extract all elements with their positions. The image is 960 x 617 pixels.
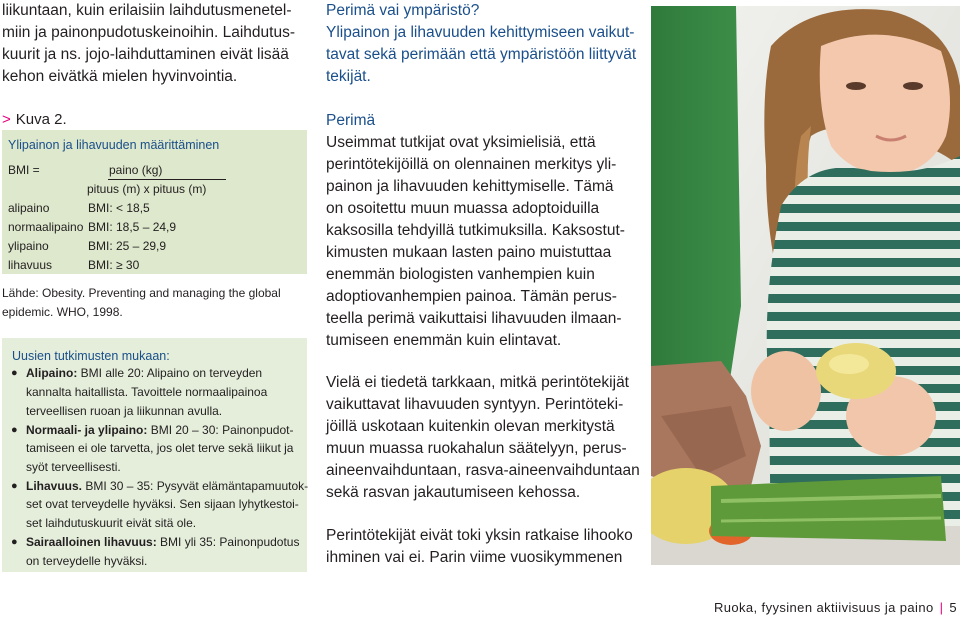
fraction-line	[108, 179, 226, 180]
text-line: on osoitettu muun muassa adoptoiduilla	[326, 200, 600, 217]
bmi-category-row	[8, 239, 166, 253]
bullet-term: Lihavuus.	[26, 479, 83, 493]
bmi-category-row	[8, 258, 139, 272]
bullet-dot: ●	[11, 480, 18, 492]
bullet-line: set laihdutuskuurit eivät sitä ole.	[26, 516, 197, 530]
bmi-box-title: Ylipainon ja lihavuuden määrittäminen	[8, 138, 220, 152]
text-line: Ylipainon ja lihavuuden kehittymiseen vaikut-	[326, 24, 635, 41]
bullet-text: BMI alle 20: Alipaino on terveyden	[77, 366, 263, 380]
text-line: adoptiovanhempien painoa. Tämän perus-	[326, 288, 617, 305]
bullet-dot: ●	[11, 536, 18, 548]
bmi-formula-numerator: paino (kg)	[109, 163, 163, 177]
bmi-category-row	[8, 201, 150, 215]
bmi-formula-label: BMI =	[8, 163, 40, 177]
text-line: muun muassa ruokahalun säätelyyn, perus-	[326, 440, 627, 457]
bullet-line: tamiseen ei ole tarvetta, jos olet terve sekä liikut ja	[26, 441, 294, 455]
bullet-term: Sairaalloinen lihavuus:	[26, 535, 157, 549]
bmi-formula-denominator: pituus (m) x pituus (m)	[87, 182, 207, 196]
paragraph	[326, 525, 633, 569]
text-line: tumiseen enemmän kuin elintavat.	[326, 332, 562, 349]
figure-label	[2, 110, 67, 130]
bullet-term: Alipaino:	[26, 366, 78, 380]
bmi-range: BMI: ≥ 30	[88, 258, 140, 272]
bullet-line	[26, 535, 299, 549]
text-line: painon ja lihavuuden kehittymiselle. Tämä	[326, 178, 614, 195]
bmi-category: normaalipaino	[8, 220, 84, 234]
text-line: vaikuttavat lihavuuden syntyyn. Perintöteki-	[326, 396, 624, 413]
photo-girl-with-vegetables	[651, 6, 960, 565]
text-line: Lähde: Obesity. Preventing and managing the global	[2, 286, 281, 300]
bullet-term: Normaali- ja ylipaino:	[26, 423, 148, 437]
text-line: Useimmat tutkijat ovat yksimielisiä, että	[326, 134, 596, 151]
bullet-line	[26, 479, 308, 493]
text-line: kuurit ja ns. jojo-laihduttaminen eivät lisää	[2, 46, 289, 63]
figure-marker: >	[2, 111, 11, 128]
bullet-line: syöt terveellisesti.	[26, 460, 121, 474]
footer-section-title: Ruoka, fyysinen aktiivisuus ja paino	[713, 600, 934, 615]
paragraph	[326, 132, 625, 352]
bullet-line: terveellisen ruoan ja liikunnan avulla.	[26, 404, 223, 418]
page-number: 5	[949, 600, 957, 615]
text-line: jöillä uskotaan kuitenkin olevan merkitystä	[326, 418, 615, 435]
text-line: Perintötekijät eivät toki yksin ratkaise lihooko	[326, 527, 633, 544]
text-line: kaksosilla tehdyillä tutkimuksilla. Kaksostut-	[326, 222, 625, 239]
text-line: enemmän biologisten vanhempien kuin	[326, 266, 595, 283]
bullet-line: set ovat terveydelle hyväksi. Sen sijaan lyhytkestoi-	[26, 497, 299, 511]
photo-illustration	[651, 6, 960, 565]
text-line: tavat sekä perimään että ympäristöön liittyvät	[326, 46, 637, 63]
bmi-category-row	[8, 220, 176, 234]
bullet-line	[26, 366, 262, 380]
text-line: epidemic. WHO, 1998.	[2, 305, 123, 319]
bmi-category: alipaino	[8, 201, 50, 215]
text-line: Vielä ei tiedetä tarkkaan, mitkä perintötekijät	[326, 374, 629, 391]
research-box-title: Uusien tutkimusten mukaan:	[12, 349, 170, 363]
text-line: kehon eivätkä mielen hyvinvointia.	[2, 68, 238, 85]
question-section	[326, 0, 636, 88]
text-line: miin ja painonpudotuskeinoihin. Laihdutus-	[2, 24, 295, 41]
question-heading: Perimä vai ympäristö?	[326, 2, 480, 19]
bmi-range: BMI: < 18,5	[88, 201, 150, 215]
bullet-text: BMI yli 35: Painonpudotus	[156, 535, 300, 549]
text-line: liikuntaan, kuin erilaisiin laihdutusmenetel-	[2, 2, 292, 19]
text-line: teella perimä vaikuttaisi lihavuuden ilmaan-	[326, 310, 622, 327]
footer-separator: |	[939, 600, 944, 615]
bullet-text: BMI 20 – 30: Painonpudot-	[147, 423, 294, 437]
text-line: sekä rasvan jakautumiseen kehossa.	[326, 484, 581, 501]
bmi-category: ylipaino	[8, 239, 49, 253]
intro-paragraph	[2, 0, 302, 88]
figure-label-text: Kuva 2.	[15, 111, 67, 128]
bullet-line	[26, 423, 293, 437]
bullet-line: kannalta haitallista. Tavoittele normaalipainoa	[26, 385, 268, 399]
bullet-dot: ●	[11, 367, 18, 379]
bullet-dot: ●	[11, 424, 18, 436]
page-footer	[714, 600, 957, 616]
text-line: perintötekijöillä on olennainen merkitys yli-	[326, 156, 617, 173]
source-citation	[2, 284, 302, 322]
bmi-range: BMI: 18,5 – 24,9	[88, 220, 177, 234]
paragraph	[326, 372, 640, 504]
text-line: tekijät.	[326, 68, 371, 85]
section-heading: Perimä	[326, 112, 376, 129]
bmi-range: BMI: 25 – 29,9	[88, 239, 167, 253]
bmi-category: lihavuus	[8, 258, 53, 272]
text-line: ihminen vai ei. Parin viime vuosikymmenen	[326, 549, 623, 566]
bullet-text: BMI 30 – 35: Pysyvät elämäntapamuutok-	[82, 479, 309, 493]
bullet-line: on terveydelle hyväksi.	[26, 554, 148, 568]
heredity-section	[326, 110, 375, 132]
text-line: aineenvaihduntaan, rasva-aineenvaihduntaan	[326, 462, 640, 479]
bmi-definition-box	[2, 130, 307, 274]
text-line: kimusten mukaan lasten paino muistuttaa	[326, 244, 612, 261]
research-findings-box	[2, 338, 307, 572]
